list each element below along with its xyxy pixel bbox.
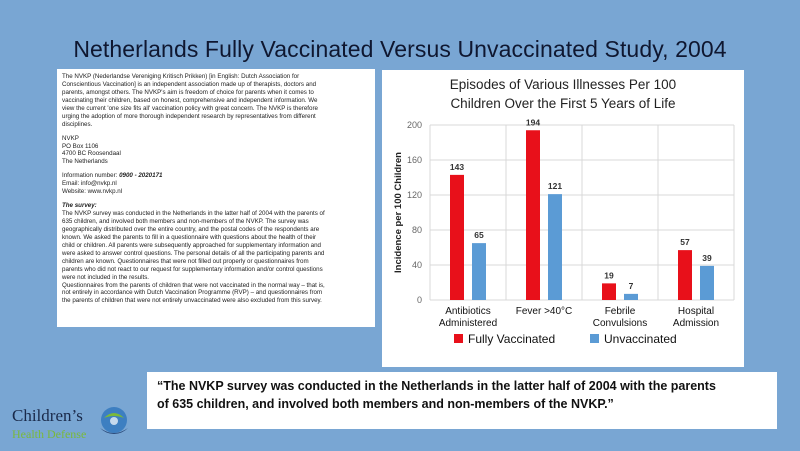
intro-line: disciplines.: [62, 120, 93, 128]
category-label: Febrile: [604, 306, 636, 317]
y-tick-label: 200: [406, 120, 422, 130]
survey-line: known. We asked the parents to fill in a questionnaire with questions about the health of their: [62, 233, 317, 241]
bar-vaccinated: [526, 130, 540, 300]
intro-paragraph: [62, 73, 370, 129]
document-excerpt: [57, 69, 375, 327]
chart-title-line-2: Children Over the First 5 Years of Life: [450, 96, 676, 111]
quote-box: [147, 372, 777, 429]
category-label: Administered: [438, 318, 498, 329]
intro-line: parents, amongst others. The NVKP's aim is freedom of choice for parents when it comes to: [62, 88, 314, 96]
website-text: Website: www.nvkp.nl: [62, 188, 123, 196]
intro-line: urging the adoption of more thorough independent research by representatives from different: [62, 112, 316, 120]
address-line: The Netherlands: [62, 158, 108, 166]
bar-vaccinated: [678, 250, 692, 300]
data-label: 19: [604, 270, 614, 281]
y-tick-label: 80: [411, 225, 422, 235]
logo-emblem-icon: [96, 404, 132, 440]
data-label: 39: [702, 252, 712, 263]
bar-vaccinated: [602, 283, 616, 300]
legend-swatch-unvaccinated: [590, 334, 599, 343]
data-label: 121: [547, 181, 563, 192]
survey-line: children are known. Questionnaires that were not filled out properly or questionnaires from: [62, 257, 309, 265]
info-number: 0900 - 2020171: [119, 172, 163, 180]
address-line: 4700 BC Roosendaal: [62, 150, 121, 158]
data-label: 57: [680, 237, 690, 248]
logo: [8, 402, 148, 447]
survey-line: were asked to answer control questions. The personal details of all the participating parents and: [62, 249, 325, 257]
survey-line: 635 children, and involved both members and non-members of the NVKP. The survey was: [62, 218, 309, 225]
intro-line: view the current 'one size fits all' vaccination policy with great concern. The NVKP is therefore: [62, 104, 318, 112]
category-label: Fever >40°C: [515, 306, 573, 317]
quote-line-1: “The NVKP survey was conducted in the Netherlands in the latter half of 2004 with the parents: [157, 379, 716, 393]
quote-line-2: of 635 children, and involved both members and non-members of the NVKP.”: [157, 397, 614, 412]
address-line: NVKP: [62, 134, 79, 142]
data-label: 65: [474, 230, 484, 241]
survey-line: not entirely in accordance with Dutch Vaccination Programme (RVP) – and questionnaires from: [62, 289, 323, 297]
bar-unvaccinated: [548, 194, 562, 300]
intro-line: Conscientious Vaccination] is an independent association made up of therapists, doctors and: [62, 80, 317, 88]
data-label: 7: [628, 280, 634, 291]
page-title: Netherlands Fully Vaccinated Versus Unvaccinated Study, 2004: [73, 36, 727, 62]
survey-line: parents who did not react to our request for supplementary information and/or control questions: [62, 265, 323, 273]
contact-block: [62, 172, 370, 196]
logo-name-bottom: Health Defense: [12, 427, 87, 441]
legend-label: Unvaccinated: [604, 332, 677, 346]
data-label: 143: [449, 161, 465, 172]
category-label: Hospital: [677, 306, 715, 317]
y-tick-label: 40: [411, 260, 422, 270]
chart-title-line-1: Episodes of Various Illnesses Per 100: [449, 77, 677, 92]
bar-chart: [382, 70, 744, 367]
bar-unvaccinated: [472, 243, 486, 300]
category-label: Convulsions: [592, 318, 648, 329]
legend-swatch-vaccinated: [454, 334, 463, 343]
y-tick-label: 160: [406, 155, 422, 165]
bar-unvaccinated: [700, 266, 714, 300]
y-axis-label: Incidence per 100 Children: [393, 152, 404, 273]
survey-line: the parents of children that were not entirely unvaccinated were also excluded from this survey.: [62, 297, 322, 305]
legend-label: Fully Vaccinated: [468, 332, 556, 346]
y-tick-label: 120: [406, 190, 422, 200]
survey-block: [62, 202, 370, 305]
survey-line: Questionnaires from the parents of children that were not vaccinated in the normal way – that is,: [62, 281, 325, 289]
category-label: Admission: [672, 318, 720, 329]
survey-line: child or children. All parents were subsequently approached for supplementary information and: [62, 241, 321, 249]
survey-line: were not included in the results.: [62, 273, 150, 281]
category-label: Antibiotics: [445, 306, 491, 317]
address-line: PO Box 1106: [62, 142, 99, 150]
survey-heading: The survey:: [62, 202, 97, 210]
bar-unvaccinated: [624, 294, 638, 300]
info-label: Information number:: [62, 172, 120, 180]
logo-name-top: Children’s: [12, 406, 83, 425]
survey-line: The NVKP survey was conducted in the Netherlands in the latter half of 2004 with the parents of: [62, 210, 325, 218]
email-text: Email: info@nvkp.nl: [62, 180, 117, 188]
bar-vaccinated: [450, 175, 464, 300]
y-tick-label: 0: [416, 295, 422, 305]
address-block: [62, 135, 370, 167]
intro-line: The NVKP (Nederlandse Vereniging Kritisch Prikken) [in English: Dutch Association for: [62, 73, 300, 80]
data-label: 194: [525, 117, 541, 128]
survey-line: geographically distributed over the entire country, and the postal codes of the respondents are: [62, 225, 320, 233]
intro-line: vaccinating their children, based on honest, comprehensive and independent information. We: [62, 96, 318, 104]
